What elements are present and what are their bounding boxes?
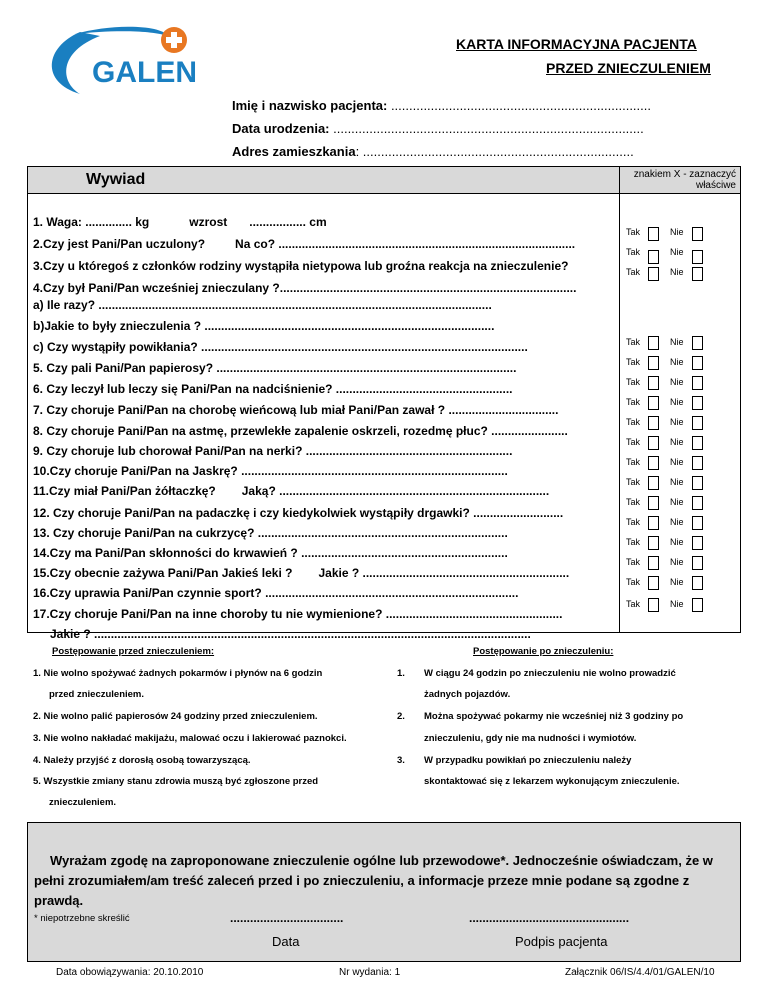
mark-instruction: znakiem X - zaznaczyć właściwe — [633, 169, 736, 191]
q13-no-checkbox[interactable] — [692, 516, 703, 530]
q2-no-checkbox[interactable] — [692, 227, 703, 241]
before-item-1: 1. Nie wolno spożywać żadnych pokarmów i płynów na 6 godzin — [33, 668, 323, 679]
annex-number: Załącznik 06/IS/4.4/01/GALEN/10 — [565, 967, 715, 978]
before-item-5: 5. Wszystkie zmiany stanu zdrowia muszą być zgłoszone przed — [33, 776, 319, 787]
form-title-line2: PRZED ZNIECZULENIEM — [546, 60, 711, 76]
edition-number: Nr wydania: 1 — [339, 967, 401, 978]
date-label: Data — [272, 934, 300, 949]
dob-dots: ...................................................................................... — [329, 121, 644, 136]
address-dots: : ........................................................................... — [355, 144, 634, 159]
before-item-1-cont: przed znieczuleniem. — [49, 689, 145, 700]
q17-other-diseases: 17.Czy choruje Pani/Pan na inne choroby tu nie wymienione? ..................................................... — [33, 607, 563, 621]
q12-yes-checkbox[interactable] — [648, 496, 659, 510]
q4-previous-anesthesia: 4.Czy był Pani/Pan wcześniej znieczulany ?......................................................................................... — [33, 281, 577, 295]
signature-label: Podpis pacjenta — [515, 934, 608, 949]
before-heading: Postępowanie przed znieczuleniem: — [52, 646, 215, 657]
qc-complications: c) Czy wystąpiły powikłania? .................................................................................................. — [33, 340, 528, 354]
q3-family-reaction: 3.Czy u któregoś z członków rodziny wystąpiła nietypowa lub groźna reakcja na znieczulenie? — [33, 259, 569, 273]
q5-no-checkbox[interactable] — [692, 356, 703, 370]
q3-no-checkbox[interactable] — [692, 250, 703, 264]
q16-sport: 16.Czy uprawia Pani/Pan czynnie sport? ............................................................................ — [33, 586, 519, 600]
qc-yes-checkbox[interactable] — [648, 336, 659, 350]
q17-which[interactable]: Jakie ? ................................................................................................................................... — [50, 627, 531, 641]
after-item-3: W przypadku powikłań po znieczuleniu należy — [424, 755, 632, 766]
q14-no-checkbox[interactable] — [692, 536, 703, 550]
q16-yes-checkbox[interactable] — [648, 576, 659, 590]
dob-field[interactable] — [232, 121, 644, 136]
after-num-2: 2. — [397, 711, 405, 722]
consent-line3: prawdą. — [34, 893, 84, 908]
q4-no-checkbox[interactable] — [692, 267, 703, 281]
address-label: Adres zamieszkania — [232, 144, 356, 159]
q9-no-checkbox[interactable] — [692, 436, 703, 450]
interview-title: Wywiad — [86, 171, 146, 188]
q5-smoking: 5. Czy pali Pani/Pan papierosy? .......................................................................................... — [33, 361, 517, 375]
q11-jaundice: 11.Czy miał Pani/Pan żółtaczkę? Jaką? ................................................................................. — [33, 484, 550, 498]
q6-no-checkbox[interactable] — [692, 376, 703, 390]
form-title-line1: KARTA INFORMACYJNA PACJENTA — [456, 36, 697, 52]
patient-name-dots: ........................................................................ — [387, 98, 651, 113]
answer-column-divider — [619, 193, 620, 632]
q8-yes-checkbox[interactable] — [648, 416, 659, 430]
q11-yes-checkbox[interactable] — [648, 476, 659, 490]
address-field[interactable] — [232, 144, 634, 159]
logo-text: GALEN — [92, 56, 197, 89]
consent-section — [27, 822, 741, 962]
footnote: * niepotrzebne skreślić — [34, 913, 130, 924]
q14-yes-checkbox[interactable] — [648, 536, 659, 550]
q4-yes-checkbox[interactable] — [648, 267, 659, 281]
q17-no-checkbox[interactable] — [692, 598, 703, 612]
qb-which[interactable]: b)Jakie to były znieczulenia ? ....................................................................................... — [33, 319, 495, 333]
q9-yes-checkbox[interactable] — [648, 436, 659, 450]
q15-medications: 15.Czy obecnie zażywa Pani/Pan Jakieś leki ? Jakie ? .............................................................. — [33, 566, 570, 580]
q7-no-checkbox[interactable] — [692, 396, 703, 410]
date-signature-line[interactable]: .................................. — [230, 911, 344, 925]
q9-kidneys: 9. Czy choruje lub chorował Pani/Pan na nerki? .............................................................. — [33, 444, 513, 458]
dob-label: Data urodzenia: — [232, 121, 330, 136]
after-item-2: Można spożywać pokarmy nie wcześniej niż 3 godziny po — [424, 711, 684, 722]
after-item-1-cont: żadnych pojazdów. — [424, 689, 511, 700]
q2-yes-checkbox[interactable] — [648, 227, 659, 241]
q14-bleeding: 14.Czy ma Pani/Pan skłonności do krwawień ? .............................................................. — [33, 546, 508, 560]
after-item-1: W ciągu 24 godzin po znieczuleniu nie wolno prowadzić — [424, 668, 676, 679]
q10-glaucoma: 10.Czy choruje Pani/Pan na Jaskrę? ................................................................................ — [33, 464, 508, 478]
q10-yes-checkbox[interactable] — [648, 456, 659, 470]
qc-no-checkbox[interactable] — [692, 336, 703, 350]
q17-yes-checkbox[interactable] — [648, 598, 659, 612]
q1-weight[interactable]: 1. Waga: .............. kg wzrost ................. cm — [33, 215, 327, 229]
galen-logo — [40, 22, 200, 102]
q13-yes-checkbox[interactable] — [648, 516, 659, 530]
q15-yes-checkbox[interactable] — [648, 556, 659, 570]
before-item-2: 2. Nie wolno palić papierosów 24 godziny przed znieczuleniem. — [33, 711, 318, 722]
q2-allergy: 2.Czy jest Pani/Pan uczulony? Na co? ......................................................................................... — [33, 237, 576, 251]
interview-section: Wywiad znakiem X - zaznaczyć właściwe 1. Waga: .............. kg wzrost ................. cm 2.Czy jest Pani/Pan uczulony? Na co? ......................................................................................... 3.Czy u któregoś z członków rodziny wystąpiła nietypowa lub groźna reakcja na znieczulenie? 4.Czy był Pani/Pan wcześniej znieczulany ?......................................................................................... a) Ile razy? ...................................................................................................................... b)Jakie to były znieczulenia ? ....................................................................................... c) Czy wystąpiły powikłania? .................................................................................................. 5. Czy pali Pani/Pan papierosy? .......................................................................................... 6. Czy leczył lub leczy się Pani/Pan na nadciśnienie? ..................................................... 7. Czy choruje Pani/Pan na chorobę wieńcową lub miał Pani/Pan zawał ? ................................. 8. Czy choruje Pani/Pan na astmę, przewlekłe zapalenie oskrzeli, rozedmę płuc? ....................... 9. Czy choruje lub chorował Pani/Pan na nerki? .............................................................. 10.Czy choruje Pani/Pan na Jaskrę? ................................................................................ 11.Czy miał Pani/Pan żółtaczkę? Jaką? ................................................................................. 12. Czy choruje Pani/Pan na padaczkę i czy kiedykolwiek wystąpiły drgawki? ........................... 13. Czy choruje Pani/Pan na cukrzycę? ........................................................................... 14.Czy ma Pani/Pan skłonności do krwawień ? .............................................................. 15.Czy obecnie zażywa Pani/Pan Jakieś leki ? Jakie ? .............................................................. 16.Czy uprawia Pani/Pan czynnie sport? ............................................................................ 17.Czy choruje Pani/Pan na inne choroby tu nie wymienione? ..................................................... Jakie ? ................................................................................................................................... Tak Nie Tak Nie Tak Nie Tak Nie Tak Nie Tak Nie Tak Nie Tak Nie Tak Nie Tak Nie Tak Nie Tak Nie Tak Nie Tak Nie Tak Nie Tak Nie Tak Nie — [27, 166, 741, 633]
patient-name-field[interactable] — [232, 98, 651, 113]
q6-yes-checkbox[interactable] — [648, 376, 659, 390]
q12-no-checkbox[interactable] — [692, 496, 703, 510]
q10-no-checkbox[interactable] — [692, 456, 703, 470]
before-item-3: 3. Nie wolno nakładać makijażu, malować oczu i lakierować paznokci. — [33, 733, 347, 744]
consent-line2: pełni zrozumiałem/am treść zaleceń przed i po znieczuleniu, a informacje przeze mnie podane są zgodne z — [34, 873, 690, 888]
patient-name-label: Imię i nazwisko pacjenta: — [232, 98, 388, 113]
qa-how-many[interactable]: a) Ile razy? ...................................................................................................................... — [33, 298, 492, 312]
consent-line1: Wyrażam zgodę na zaproponowane znieczulenie ogólne lub przewodowe*. Jednocześnie oświadczam, że w — [50, 853, 713, 868]
after-num-3: 3. — [397, 755, 405, 766]
q15-no-checkbox[interactable] — [692, 556, 703, 570]
q7-yes-checkbox[interactable] — [648, 396, 659, 410]
q6-hypertension: 6. Czy leczył lub leczy się Pani/Pan na nadciśnienie? ..................................................... — [33, 382, 513, 396]
q11-no-checkbox[interactable] — [692, 476, 703, 490]
q3-yes-checkbox[interactable] — [648, 250, 659, 264]
q13-diabetes: 13. Czy choruje Pani/Pan na cukrzycę? ........................................................................... — [33, 526, 508, 540]
patient-signature-line[interactable]: ................................................ — [469, 911, 630, 925]
q5-yes-checkbox[interactable] — [648, 356, 659, 370]
before-item-4: 4. Należy przyjść z dorosłą osobą towarzyszącą. — [33, 755, 251, 766]
after-item-3-cont: skontaktować się z lekarzem wykonującym znieczulenie. — [424, 776, 680, 787]
before-item-5-cont: znieczuleniem. — [49, 797, 117, 808]
q8-no-checkbox[interactable] — [692, 416, 703, 430]
validity-date: Data obowiązywania: 20.10.2010 — [56, 967, 204, 978]
q7-coronary: 7. Czy choruje Pani/Pan na chorobę wieńcową lub miał Pani/Pan zawał ? ................................. — [33, 403, 559, 417]
q16-no-checkbox[interactable] — [692, 576, 703, 590]
interview-header — [28, 167, 740, 194]
after-num-1: 1. — [397, 668, 405, 679]
after-item-2-cont: znieczuleniu, gdy nie ma nudności i wymiotów. — [424, 733, 637, 744]
q12-epilepsy: 12. Czy choruje Pani/Pan na padaczkę i czy kiedykolwiek wystąpiły drgawki? ........................... — [33, 506, 564, 520]
q8-asthma: 8. Czy choruje Pani/Pan na astmę, przewlekłe zapalenie oskrzeli, rozedmę płuc? ....................... — [33, 424, 568, 438]
after-heading: Postępowanie po znieczuleniu: — [473, 646, 614, 657]
